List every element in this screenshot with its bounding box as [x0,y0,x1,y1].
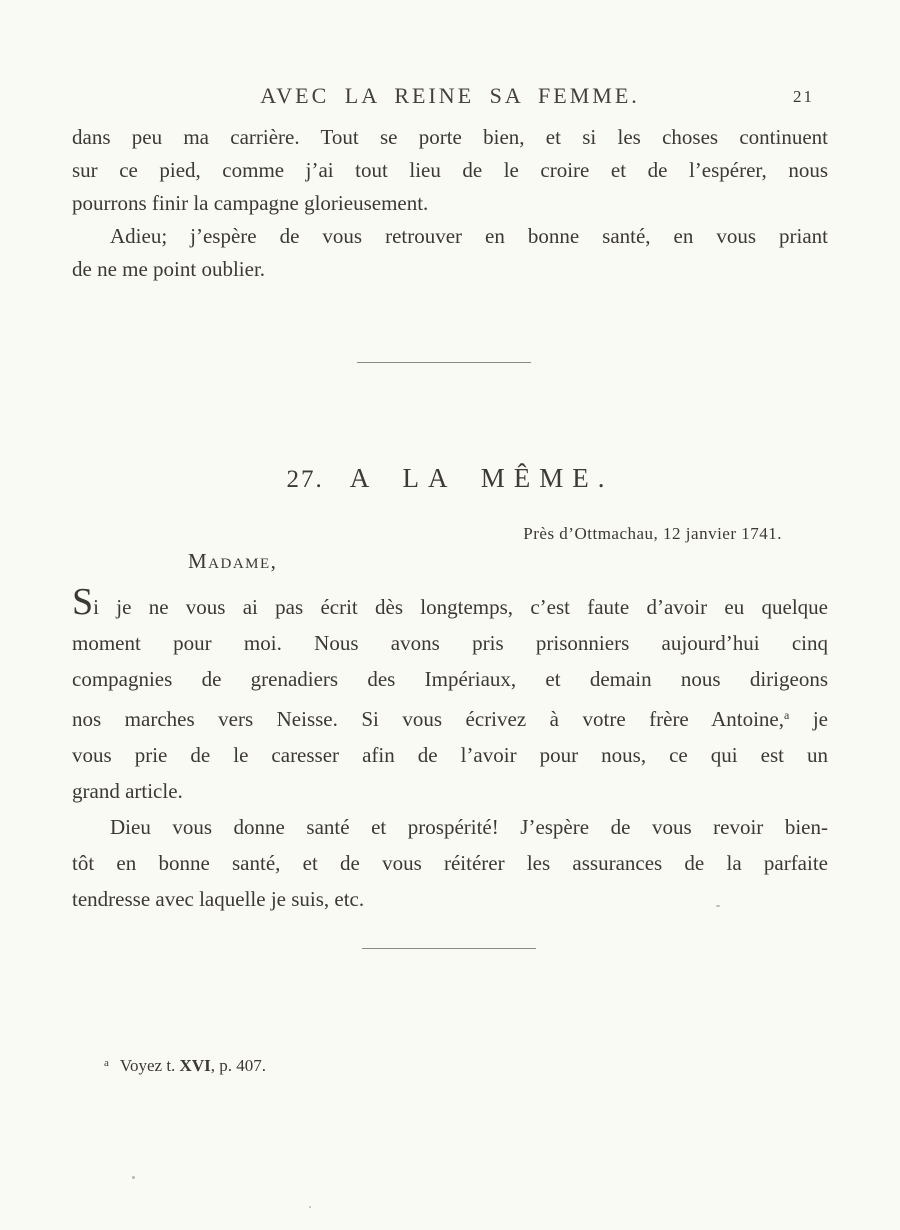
text-segment: , p. 407. [210,1056,266,1075]
text-line: Si je ne vous ai pas écrit dès longtemps, c’est faute d’avoir eu quelque [72,581,828,623]
dateline: Près d’Ottmachau, 12 janvier 1741. [523,524,782,543]
scan-speck [309,1206,311,1208]
running-header [0,83,900,109]
text-segment: XVI [179,1056,211,1075]
letter-title: A LA MÊME. [349,463,614,493]
text-line: Adieu; j’espère de vous retrouver en bonne santé, en vous priant [110,224,828,248]
footnote [104,1056,266,1076]
page-number: 21 [793,87,814,106]
text-line: tendresse avec laquelle je suis, etc. [72,887,365,911]
running-title: AVEC LA REINE SA FEMME. [260,83,640,108]
scan-speck [716,905,720,907]
section-divider-rule [357,362,531,363]
drop-cap: S [72,581,94,623]
letter-body-text [72,581,829,917]
text-line: dans peu ma carrière. Tout se porte bien, et si les choses continuent [72,125,828,149]
letter-heading [0,463,900,494]
text-line: grand article. [72,779,183,803]
text-line: compagnies de grenadiers des Impériaux, et demain nous dirigeons [72,667,828,691]
text-line: vous prie de le caresser afin de l’avoir pour nous, ce qui est un [72,743,828,767]
letter-number: 27. [286,466,324,493]
text-line: pourrons finir la campagne glorieusement. [72,191,429,215]
salutation: Madame, [188,549,278,573]
text-line: de ne me point oublier. [72,257,266,281]
text-line: moment pour moi. Nous avons pris prisonniers aujourd’hui cinq [72,631,828,655]
text-segment: je [789,707,829,731]
text-line: tôt en bonne santé, et de vous réitérer les assurances de la parfaite [72,851,828,875]
footnote-text [120,1056,266,1075]
footnote-marker: a [104,1057,109,1069]
scan-speck [132,1176,135,1179]
end-divider-rule [362,948,536,949]
text-segment: nos marches vers Neisse. Si vous écrivez à votre frère Antoine, [72,707,785,731]
footnote-reference-mark: a [784,708,790,722]
previous-letter-text [72,121,828,286]
text-line: Dieu vous donne santé et prospérité! J’espère de vous revoir bien- [110,815,828,839]
text-segment: Voyez t. [119,1056,180,1075]
text-line [72,697,828,737]
text-line: sur ce pied, comme j’ai tout lieu de le croire et de l’espérer, nous [72,158,828,182]
